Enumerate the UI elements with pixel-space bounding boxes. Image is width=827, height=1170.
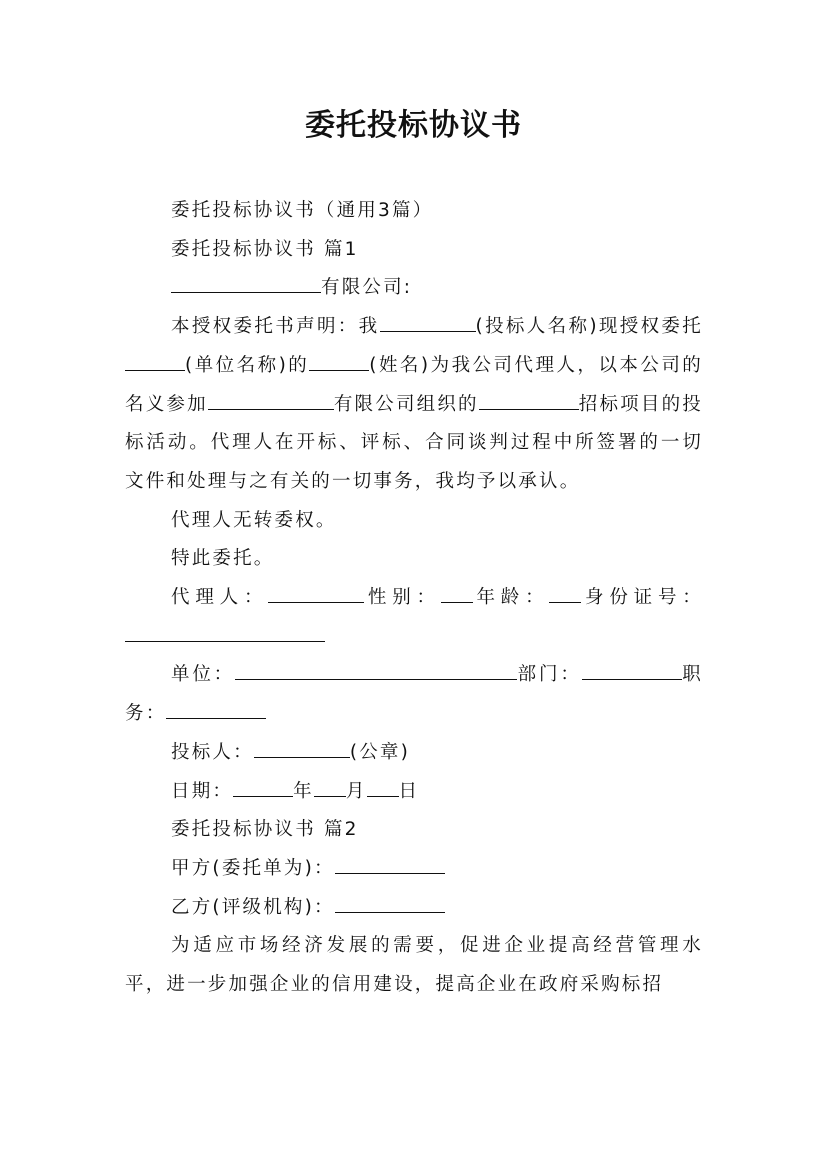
text-span: 代理人无转委权。 bbox=[171, 509, 337, 531]
blank-field bbox=[367, 774, 399, 797]
document-title: 委托投标协议书 bbox=[305, 108, 522, 143]
text-span: 月 bbox=[345, 780, 367, 802]
text-span: 投标人： bbox=[171, 741, 254, 763]
party-b-line bbox=[125, 889, 703, 928]
text-span: 性别： bbox=[364, 587, 441, 609]
document-body bbox=[125, 192, 703, 1005]
blank-field bbox=[549, 580, 581, 603]
blank-field bbox=[335, 890, 445, 913]
blank-field bbox=[235, 657, 517, 680]
blank-field bbox=[254, 735, 350, 758]
bidder-seal-line bbox=[125, 734, 703, 773]
purpose-paragraph bbox=[125, 927, 703, 1004]
blank-field bbox=[314, 774, 346, 797]
text-span: 特此委托。 bbox=[171, 548, 275, 570]
unit-info-line bbox=[125, 656, 703, 733]
agent-info-line bbox=[125, 579, 703, 656]
blank-field bbox=[582, 657, 682, 680]
section-heading-text: 委托投标协议书 篇1 bbox=[171, 238, 359, 260]
text-span: 单位： bbox=[171, 664, 236, 686]
text-span: 代理人： bbox=[171, 587, 269, 609]
subtitle-line bbox=[125, 192, 703, 231]
blank-field bbox=[125, 619, 325, 642]
subtitle-text: 委托投标协议书（通用3篇） bbox=[171, 200, 434, 221]
text-span: 有限公司组织的 bbox=[333, 393, 479, 415]
blank-field bbox=[166, 696, 266, 719]
blank-field bbox=[268, 580, 364, 603]
blank-field bbox=[335, 851, 445, 874]
text-span: 日 bbox=[398, 780, 420, 802]
text-span: (姓名)为我公司代理人，以本公司的名义参加 bbox=[125, 354, 703, 415]
text-span: 乙方(评级机构)： bbox=[171, 896, 335, 918]
date-line bbox=[125, 773, 703, 812]
text-span: 部门： bbox=[517, 664, 582, 686]
text-span: 年龄： bbox=[472, 587, 550, 609]
blank-field bbox=[208, 387, 334, 410]
section-heading-2 bbox=[125, 811, 703, 850]
text-span: (投标人名称)现授权委托 bbox=[475, 316, 703, 338]
hereby-line bbox=[125, 540, 703, 579]
text-span: (单位名称)的 bbox=[185, 354, 310, 376]
section-heading-1 bbox=[125, 231, 703, 270]
text-span: (公章) bbox=[349, 741, 411, 763]
declaration-paragraph bbox=[125, 308, 703, 502]
blank-field bbox=[309, 348, 369, 371]
section-heading-text: 委托投标协议书 篇2 bbox=[171, 819, 359, 841]
blank-field bbox=[125, 348, 185, 371]
text-span: 年 bbox=[293, 780, 314, 802]
addressee-line bbox=[125, 269, 703, 308]
text-span: 本授权委托书声明：我 bbox=[171, 316, 380, 338]
addressee-suffix: 有限公司: bbox=[321, 277, 413, 299]
text-span: 招标项目的投标活动。代理人在开标、评标、合同谈判过程中所签署的一切文件和处理与之有关的一切事务，我均予以承认。 bbox=[125, 393, 703, 492]
blank-field bbox=[171, 270, 321, 293]
text-span: 职务： bbox=[125, 664, 703, 725]
no-subdelegation-line bbox=[125, 502, 703, 541]
text-span: 身份证号： bbox=[581, 587, 703, 609]
blank-field bbox=[441, 580, 473, 603]
text-span: 为适应市场经济发展的需要，促进企业提高经营管理水平，进一步加强企业的信用建设，提高企业在政府采购标招 bbox=[125, 935, 703, 996]
blank-field bbox=[479, 387, 579, 410]
text-span: 日期： bbox=[171, 780, 234, 802]
party-a-line bbox=[125, 850, 703, 889]
blank-field bbox=[233, 774, 293, 797]
blank-field bbox=[380, 309, 476, 332]
text-span: 甲方(委托单为)： bbox=[171, 857, 335, 879]
